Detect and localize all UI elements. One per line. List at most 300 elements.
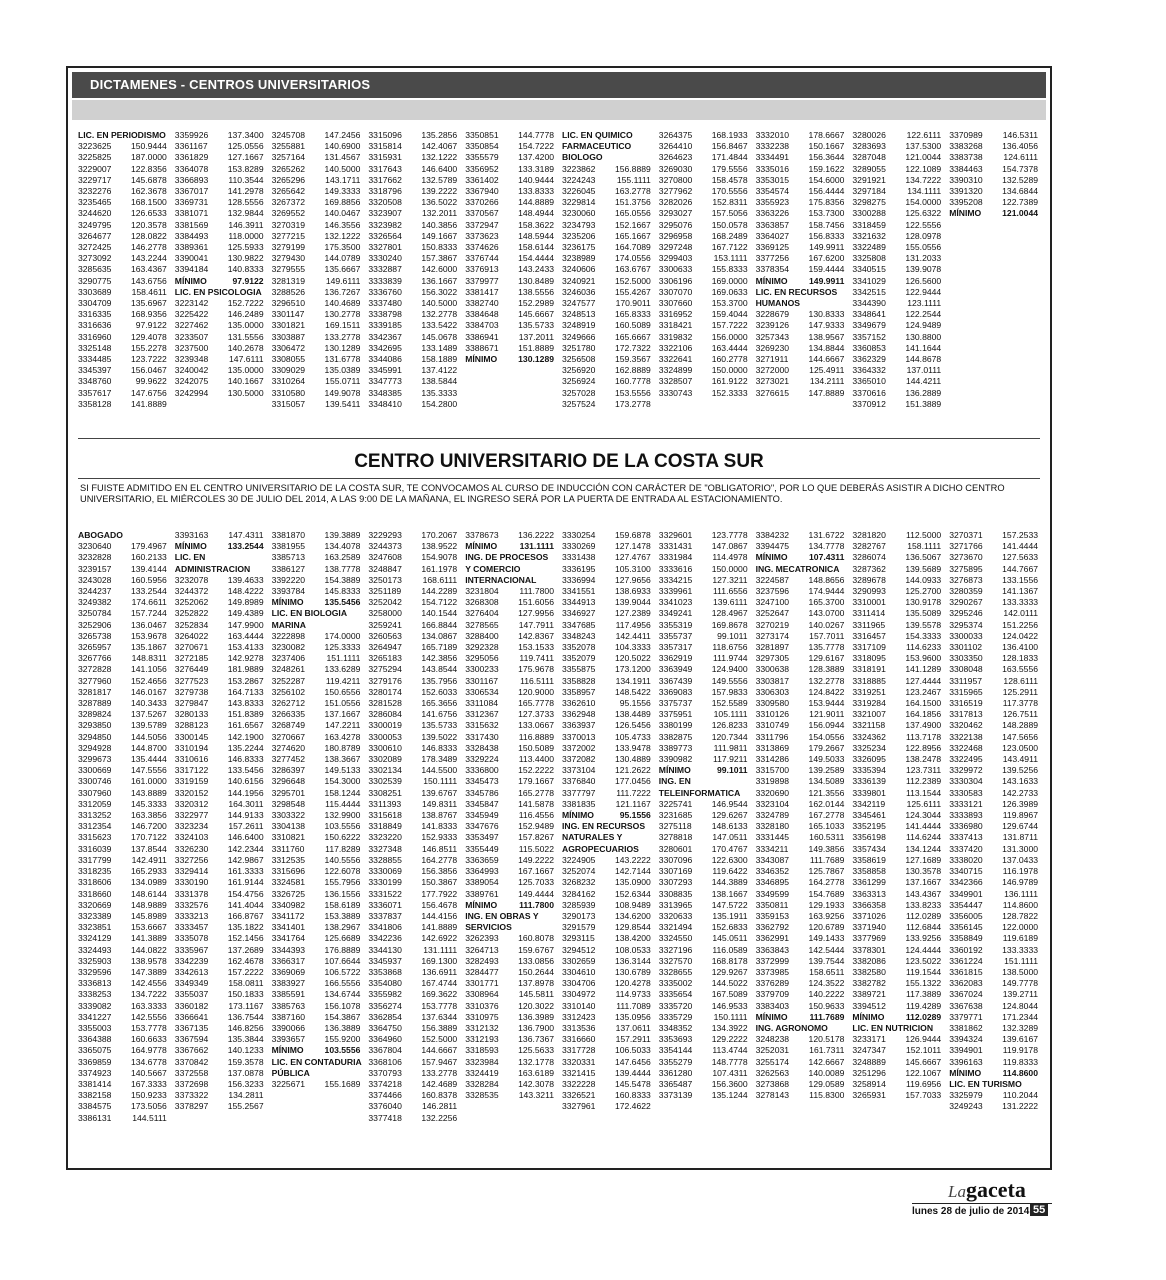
result-row xyxy=(175,978,266,989)
applicant-id: 3247347 xyxy=(852,1045,886,1056)
score: 141.2978 xyxy=(227,186,264,197)
applicant-id: 3252031 xyxy=(755,1045,790,1056)
result-row xyxy=(78,978,169,989)
score: 127.3211 xyxy=(712,574,748,585)
applicant-id: 3300638 xyxy=(755,664,790,675)
result-row xyxy=(852,164,943,175)
score: 134.2111 xyxy=(809,376,845,387)
score: 116.1978 xyxy=(1002,866,1038,877)
result-row xyxy=(175,1068,266,1079)
score: 153.9678 xyxy=(130,630,167,641)
applicant-id: 3300288 xyxy=(852,208,886,219)
score: 143.2222 xyxy=(614,854,651,865)
applicant-id: 3345991 xyxy=(368,365,402,376)
applicant-id: 3345473 xyxy=(465,776,499,787)
applicant-id: 3324419 xyxy=(465,1067,499,1078)
result-row xyxy=(562,530,653,541)
score: 138.5844 xyxy=(421,376,458,387)
result-row xyxy=(175,900,266,911)
result-row xyxy=(852,343,943,354)
score: 142.4067 xyxy=(421,141,458,152)
applicant-id: 3304706 xyxy=(562,978,596,989)
score: 166.5556 xyxy=(324,978,361,989)
result-row xyxy=(175,776,266,787)
score: 164.7089 xyxy=(614,242,651,253)
score: 157.2611 xyxy=(228,821,264,832)
result-row xyxy=(756,631,847,642)
applicant-id: 3365075 xyxy=(78,1045,112,1056)
score: 160.6633 xyxy=(130,1034,167,1045)
applicant-id: 3251189 xyxy=(368,586,402,597)
result-column xyxy=(272,530,363,1124)
applicant-id: 3234793 xyxy=(562,219,596,230)
score: 140.3433 xyxy=(130,698,167,709)
result-row xyxy=(852,989,943,1000)
score: 173.1200 xyxy=(614,664,651,675)
score: 119.6189 xyxy=(1002,933,1038,944)
result-row xyxy=(272,911,363,922)
score: 157.2911 xyxy=(615,1034,651,1045)
result-row xyxy=(78,276,169,287)
score: 143.1633 xyxy=(1002,776,1038,787)
applicant-id: 3358849 xyxy=(949,933,983,944)
result-row xyxy=(562,197,653,208)
applicant-id: 3306534 xyxy=(465,686,499,697)
result-row xyxy=(368,1079,459,1090)
applicant-id: 3324581 xyxy=(271,877,306,888)
result-row xyxy=(949,810,1040,821)
result-row xyxy=(756,799,847,810)
score: 149.5033 xyxy=(808,754,845,765)
result-row xyxy=(465,1012,556,1023)
applicant-id: 3345847 xyxy=(465,798,499,809)
applicant-id: 3353497 xyxy=(465,832,499,843)
result-row xyxy=(659,231,750,242)
score: 125.4911 xyxy=(809,365,845,376)
applicant-id: 3336071 xyxy=(368,899,402,910)
result-row xyxy=(272,1034,363,1045)
result-row xyxy=(756,197,847,208)
minimum-label: MÍNIMO xyxy=(949,208,982,219)
score: 163.9256 xyxy=(808,910,845,921)
score: 154.3867 xyxy=(324,1011,361,1022)
result-row xyxy=(78,197,169,208)
applicant-id: 3265642 xyxy=(271,186,306,197)
score: 122.0000 xyxy=(1002,922,1038,933)
result-column xyxy=(368,130,459,410)
score: 124.8044 xyxy=(1002,1000,1038,1011)
applicant-id: 3275895 xyxy=(949,563,983,574)
score: 125.5633 xyxy=(518,1045,554,1056)
result-row xyxy=(659,922,750,933)
result-row xyxy=(562,1090,653,1101)
result-row xyxy=(368,1090,459,1101)
applicant-id: 3257343 xyxy=(755,331,790,342)
score: 141.5878 xyxy=(518,798,554,809)
applicant-id: 3389054 xyxy=(465,877,499,888)
applicant-id: 3298275 xyxy=(852,197,886,208)
applicant-id: 3277452 xyxy=(271,754,306,765)
score: 148.8311 xyxy=(131,653,167,664)
result-row xyxy=(272,889,363,900)
score: 122.9444 xyxy=(905,286,942,297)
applicant-id: 3265957 xyxy=(78,642,112,653)
result-row xyxy=(659,653,750,664)
applicant-id: 3240606 xyxy=(562,264,596,275)
score: 140.5000 xyxy=(421,298,458,309)
score: 149.4389 xyxy=(227,608,264,619)
score: 131.8711 xyxy=(1002,832,1038,843)
score: 149.7778 xyxy=(1002,978,1038,989)
result-row xyxy=(272,253,363,264)
score: 179.4967 xyxy=(130,541,167,552)
result-row xyxy=(562,1079,653,1090)
score: 175.9678 xyxy=(518,664,554,675)
applicant-id: 3244237 xyxy=(78,586,112,597)
result-row xyxy=(562,967,653,978)
applicant-id: 3320312 xyxy=(174,798,209,809)
result-row xyxy=(175,631,266,642)
applicant-id: 3315931 xyxy=(368,152,402,163)
result-row xyxy=(562,620,653,631)
score: 156.4678 xyxy=(421,899,458,910)
applicant-id: 3367017 xyxy=(174,186,209,197)
score: 120.3578 xyxy=(130,219,167,230)
minimum-score-row xyxy=(659,765,750,776)
score: 129.6267 xyxy=(711,810,748,821)
score: 157.2222 xyxy=(227,966,264,977)
score: 159.3567 xyxy=(614,354,651,365)
applicant-id: 3232276 xyxy=(78,186,112,197)
applicant-id: 3289824 xyxy=(78,709,112,720)
score: 156.4444 xyxy=(808,186,845,197)
applicant-id: 3385763 xyxy=(271,1000,306,1011)
score: 146.9533 xyxy=(711,1000,748,1011)
applicant-id: 3391320 xyxy=(949,186,983,197)
minimum-label: MÍNIMO xyxy=(271,597,304,608)
result-row xyxy=(562,1001,653,1012)
applicant-id: 3296510 xyxy=(271,298,306,309)
result-column xyxy=(949,130,1040,410)
result-row xyxy=(465,709,556,720)
score: 158.6511 xyxy=(809,966,845,977)
applicant-id: 3317122 xyxy=(174,765,209,776)
result-row xyxy=(756,130,847,141)
applicant-id: 3277523 xyxy=(174,675,209,686)
applicant-id: 3278565 xyxy=(465,619,499,630)
score: 144.5056 xyxy=(130,731,167,742)
score: 144.4156 xyxy=(421,910,458,921)
result-row xyxy=(175,799,266,810)
score: 143.4911 xyxy=(1002,754,1038,765)
score: 142.9278 xyxy=(227,653,264,664)
score: 116.0589 xyxy=(712,944,748,955)
score: 136.3144 xyxy=(614,955,651,966)
applicant-id: 3383738 xyxy=(949,152,983,163)
score: 151.1111 xyxy=(1004,955,1038,966)
result-row xyxy=(368,343,459,354)
applicant-id: 3335016 xyxy=(755,163,790,174)
applicant-id: 3295076 xyxy=(658,219,693,230)
result-row xyxy=(756,664,847,675)
score: 145.6667 xyxy=(518,309,554,320)
applicant-id: 3345786 xyxy=(465,787,499,798)
score: 162.3678 xyxy=(130,186,167,197)
score: 154.0556 xyxy=(808,731,845,742)
score: 135.0956 xyxy=(614,1011,651,1022)
result-row xyxy=(465,642,556,653)
result-row xyxy=(756,732,847,743)
applicant-id: 3333839 xyxy=(368,275,402,286)
result-row xyxy=(659,242,750,253)
score: 143.8544 xyxy=(421,664,458,675)
result-row xyxy=(562,164,653,175)
applicant-id: 3371026 xyxy=(852,910,886,921)
applicant-id: 3284162 xyxy=(562,888,596,899)
score: 144.7778 xyxy=(518,130,554,140)
result-row xyxy=(756,653,847,664)
result-column xyxy=(949,530,1040,1124)
result-row xyxy=(659,754,750,765)
result-row xyxy=(272,642,363,653)
result-row xyxy=(368,967,459,978)
result-row xyxy=(852,309,943,320)
score: 132.9900 xyxy=(324,810,361,821)
score: 125.0556 xyxy=(227,141,264,152)
result-row xyxy=(949,608,1040,619)
result-row xyxy=(562,900,653,911)
applicant-id: 3383403 xyxy=(755,1000,790,1011)
applicant-id: 3262712 xyxy=(271,698,306,709)
applicant-id: 3355982 xyxy=(368,989,402,1000)
score: 155.2278 xyxy=(130,342,167,353)
applicant-id: 3389721 xyxy=(852,989,886,1000)
score: 137.2689 xyxy=(227,944,264,955)
result-row xyxy=(175,388,266,399)
score: 154.2800 xyxy=(421,398,458,409)
applicant-id: 3355579 xyxy=(465,152,499,163)
result-row xyxy=(368,186,459,197)
applicant-id: 3311393 xyxy=(368,798,402,809)
result-row xyxy=(368,709,459,720)
applicant-id: 3335394 xyxy=(852,765,886,776)
applicant-id: 3367135 xyxy=(174,1022,209,1033)
result-row xyxy=(659,575,750,586)
career-heading: ING. AGRONOMO xyxy=(755,1022,828,1033)
score: 163.2778 xyxy=(614,186,651,197)
result-row xyxy=(852,1057,943,1068)
applicant-id: 3322495 xyxy=(949,754,983,765)
score: 114.9733 xyxy=(615,989,651,1000)
score: 165.3700 xyxy=(808,597,845,608)
result-column xyxy=(272,130,363,410)
result-row xyxy=(175,866,266,877)
score: 156.1078 xyxy=(324,1000,361,1011)
result-row xyxy=(272,1023,363,1034)
score: 127.2389 xyxy=(614,608,651,619)
score: 126.6533 xyxy=(130,208,167,219)
score: 139.5578 xyxy=(905,619,942,630)
result-row xyxy=(756,220,847,231)
applicant-id: 3276615 xyxy=(755,387,790,398)
result-row xyxy=(465,799,556,810)
result-row xyxy=(368,945,459,956)
result-row xyxy=(852,586,943,597)
score: 170.4767 xyxy=(711,843,748,854)
career-heading: FARMACEUTICO xyxy=(562,141,632,152)
score: 137.4122 xyxy=(421,365,458,376)
result-row xyxy=(949,152,1040,163)
score: 136.6911 xyxy=(421,966,458,977)
applicant-id: 3311965 xyxy=(852,619,886,630)
applicant-id: 3290775 xyxy=(78,275,112,286)
result-row xyxy=(659,1034,750,1045)
minimum-score: 114.8600 xyxy=(1002,1067,1038,1078)
score: 125.6322 xyxy=(905,208,942,219)
result-row xyxy=(272,799,363,810)
score: 142.0111 xyxy=(1003,608,1038,619)
score: 138.2967 xyxy=(324,922,361,933)
result-row xyxy=(368,855,459,866)
score: 146.6400 xyxy=(227,832,264,843)
score: 128.6111 xyxy=(1003,675,1038,686)
applicant-id: 3342695 xyxy=(368,342,402,353)
applicant-id: 3287362 xyxy=(852,563,886,574)
result-row xyxy=(465,276,556,287)
score: 177.7922 xyxy=(421,888,458,899)
result-row xyxy=(852,376,943,387)
score: 134.5089 xyxy=(808,776,845,787)
career-heading: PÚBLICA xyxy=(271,1067,310,1078)
applicant-id: 3249666 xyxy=(562,331,596,342)
score: 133.1489 xyxy=(421,342,458,353)
applicant-id: 3320669 xyxy=(78,899,112,910)
applicant-id: 3366358 xyxy=(852,899,886,910)
score: 105.3100 xyxy=(614,563,651,574)
result-row xyxy=(949,197,1040,208)
result-row xyxy=(78,564,169,575)
result-row xyxy=(368,152,459,163)
applicant-id: 3359926 xyxy=(174,130,209,140)
score: 120.4278 xyxy=(614,978,651,989)
career-heading: Y COMERCIO xyxy=(465,563,521,574)
score: 148.5422 xyxy=(614,686,651,697)
score: 144.8889 xyxy=(518,197,554,208)
applicant-id: 3267372 xyxy=(271,197,306,208)
result-row xyxy=(368,653,459,664)
score: 144.8678 xyxy=(905,354,942,365)
result-row xyxy=(465,945,556,956)
result-row xyxy=(78,541,169,552)
applicant-id: 3235465 xyxy=(78,197,112,208)
applicant-id: 3362919 xyxy=(658,653,693,664)
result-row xyxy=(272,732,363,743)
applicant-id: 3356274 xyxy=(368,1000,402,1011)
score: 148.4222 xyxy=(227,586,264,597)
score: 144.6667 xyxy=(421,1045,458,1056)
applicant-id: 3312423 xyxy=(562,1011,596,1022)
result-row xyxy=(78,575,169,586)
result-row xyxy=(949,989,1040,1000)
score: 104.3333 xyxy=(614,642,651,653)
applicant-id: 3341806 xyxy=(368,922,402,933)
result-row xyxy=(659,642,750,653)
result-row xyxy=(852,1045,943,1056)
result-row xyxy=(175,597,266,608)
score: 128.3889 xyxy=(808,664,845,675)
score: 124.6111 xyxy=(1003,152,1038,163)
score: 146.2811 xyxy=(421,1101,458,1112)
score: 147.5656 xyxy=(1002,731,1038,742)
applicant-id: 3330304 xyxy=(949,776,983,787)
score: 151.0556 xyxy=(324,698,361,709)
result-row xyxy=(562,1034,653,1045)
applicant-id: 3355319 xyxy=(658,619,693,630)
applicant-id: 3280174 xyxy=(368,686,402,697)
result-row xyxy=(78,399,169,410)
result-row xyxy=(272,332,363,343)
score: 164.3011 xyxy=(228,798,264,809)
applicant-id: 3341023 xyxy=(658,597,693,608)
result-row xyxy=(852,664,943,675)
score: 148.6133 xyxy=(711,821,748,832)
applicant-id: 3394901 xyxy=(949,1045,983,1056)
score: 124.8422 xyxy=(808,686,845,697)
applicant-id: 3279738 xyxy=(174,686,209,697)
applicant-id: 3328438 xyxy=(465,742,499,753)
result-row xyxy=(368,530,459,541)
applicant-id: 3224243 xyxy=(562,174,596,185)
applicant-id: 3256920 xyxy=(562,365,596,376)
applicant-id: 3358128 xyxy=(78,398,112,409)
score: 125.6111 xyxy=(906,798,942,809)
score: 139.3889 xyxy=(324,530,361,540)
minimum-score-row xyxy=(465,900,556,911)
result-row xyxy=(272,152,363,163)
result-row xyxy=(659,698,750,709)
score: 152.1667 xyxy=(614,219,651,230)
result-row xyxy=(175,1012,266,1023)
result-row xyxy=(562,376,653,387)
result-row xyxy=(562,231,653,242)
result-row xyxy=(659,978,750,989)
result-row xyxy=(78,208,169,219)
score: 152.5589 xyxy=(711,698,748,709)
result-row xyxy=(659,832,750,843)
score: 155.4267 xyxy=(614,286,651,297)
applicant-id: 3349901 xyxy=(949,888,983,899)
applicant-id: 3364078 xyxy=(174,163,209,174)
score: 140.5000 xyxy=(324,163,361,174)
applicant-id: 3252822 xyxy=(174,608,209,619)
score: 142.2733 xyxy=(1002,787,1038,798)
applicant-id: 3318849 xyxy=(368,821,402,832)
score: 139.2222 xyxy=(421,186,458,197)
applicant-id: 3382782 xyxy=(852,978,886,989)
result-row xyxy=(78,253,169,264)
applicant-id: 3375951 xyxy=(658,709,693,720)
result-row xyxy=(852,152,943,163)
applicant-id: 3304972 xyxy=(562,989,596,1000)
score: 138.2478 xyxy=(905,754,942,765)
result-row xyxy=(465,287,556,298)
applicant-id: 3289055 xyxy=(852,163,886,174)
score: 165.7778 xyxy=(518,698,554,709)
applicant-id: 3299673 xyxy=(78,754,112,765)
result-row xyxy=(756,922,847,933)
applicant-id: 3226045 xyxy=(562,186,596,197)
result-row xyxy=(175,253,266,264)
